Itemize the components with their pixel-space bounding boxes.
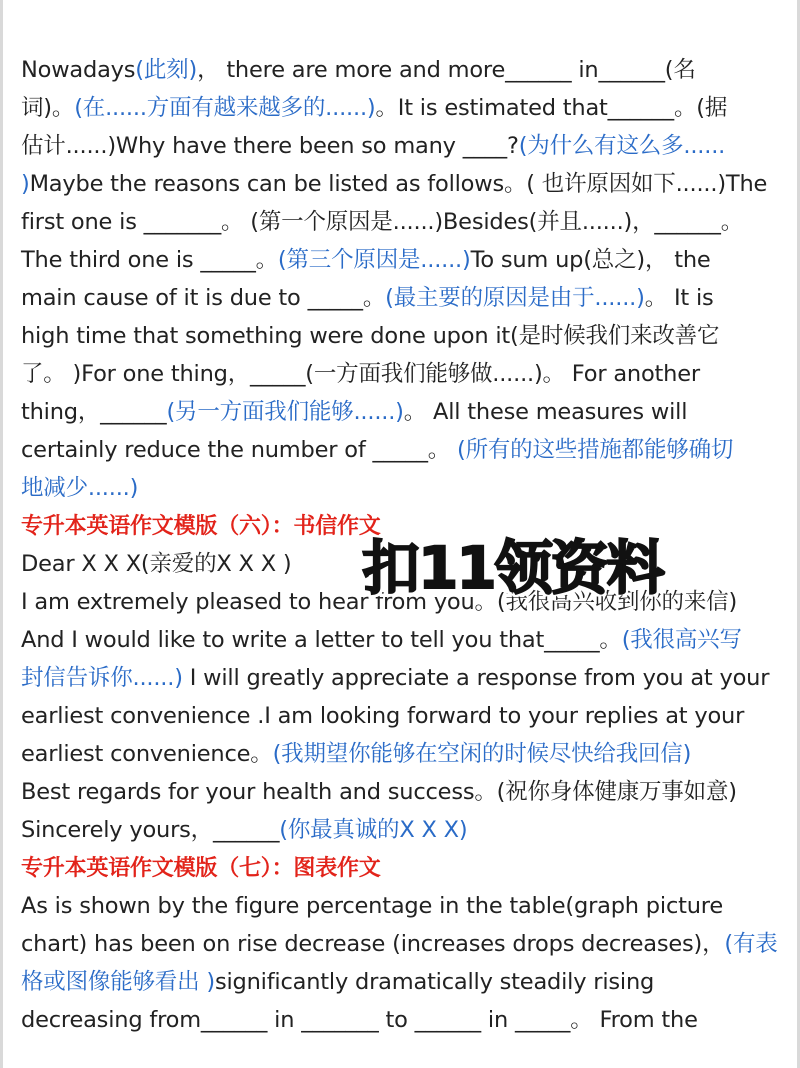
text-line — [21, 811, 781, 849]
translation-note: (另一方面我们能够......) — [166, 399, 404, 425]
text-line — [21, 127, 781, 165]
text-line — [21, 393, 781, 431]
text-line — [21, 697, 781, 735]
text-segment: To sum up(总之)， the — [470, 247, 711, 273]
text-segment: thing，______ — [21, 399, 167, 425]
text-segment: 词)。 — [21, 95, 75, 121]
translation-note: 地减少......) — [21, 475, 139, 501]
text-line — [21, 317, 781, 355]
text-segment: chart) has been on rise decrease (increases drops decreases)， — [21, 931, 725, 957]
text-segment: high time that something were done upon it(是时候我们来改善它 — [21, 323, 720, 349]
translation-note: 封信告诉你......) — [21, 665, 183, 691]
text-segment: main cause of it is due to _____。 — [21, 285, 386, 311]
translation-note: (在......方面有越来越多的......) — [74, 95, 376, 121]
translation-note: (所有的这些措施都能够确切 — [457, 437, 734, 463]
text-segment: Maybe the reasons can be listed as follows。( 也许原因如下......)The — [29, 171, 768, 197]
text-segment: Nowadays — [21, 57, 136, 83]
text-segment: certainly reduce the number of _____。 — [21, 437, 457, 463]
text-segment: earliest convenience .I am looking forward to your replies at your — [21, 703, 745, 729]
text-segment: As is shown by the figure percentage in the table(graph picture — [21, 893, 723, 919]
text-segment: The third one is _____。 — [21, 247, 278, 273]
text-segment: first one is _______。 (第一个原因是......)Besides(并且......)，______。 — [21, 209, 744, 235]
text-segment: significantly dramatically steadily rising — [214, 969, 655, 995]
text-line — [21, 355, 781, 393]
text-line — [21, 279, 781, 317]
text-segment: 。It is estimated that______。(据 — [375, 95, 728, 121]
page-edge-left — [0, 0, 3, 1068]
translation-note: (我期望你能够在空闲的时候尽快给我回信) — [272, 741, 692, 767]
translation-note: (最主要的原因是由于......) — [385, 285, 645, 311]
translation-note: (为什么有这么多...... — [518, 133, 726, 159]
text-line — [21, 773, 781, 811]
text-line — [21, 89, 781, 127]
section-heading — [21, 849, 781, 887]
heading-text: 专升本英语作文模版（七）：图表作文 — [21, 856, 381, 881]
text-segment: decreasing from______ in _______ to ______ in _____。 From the — [21, 1007, 698, 1033]
text-segment: 了。 )For one thing，_____(一方面我们能够做......)。 For another — [21, 361, 700, 387]
translation-note: (有表 — [724, 931, 778, 957]
text-line — [21, 963, 781, 1001]
text-line — [21, 887, 781, 925]
translation-note: (此刻) — [135, 57, 198, 83]
text-line — [21, 925, 781, 963]
text-line — [21, 431, 781, 469]
text-line — [21, 1001, 781, 1039]
text-line — [21, 659, 781, 697]
text-segment: 估计......)Why have there been so many ____? — [21, 133, 519, 159]
heading-text: 专升本英语作文模版（六）：书信作文 — [21, 514, 381, 539]
text-line — [21, 621, 781, 659]
text-segment: ， there are more and more______ in______(名 — [197, 57, 696, 83]
translation-note: 格或图像能够看出 ) — [21, 969, 215, 995]
text-segment: I will greatly appreciate a response from you at your — [182, 665, 770, 691]
text-segment: I am extremely pleased to hear from you。(我很高兴收到你的来信) — [21, 589, 738, 615]
text-line — [21, 203, 781, 241]
text-segment: And I would like to write a letter to tell you that_____。 — [21, 627, 622, 653]
text-segment: Dear X X X(亲爱的X X X ) — [21, 551, 292, 577]
text-segment: Sincerely yours，______ — [21, 817, 280, 843]
text-line — [21, 165, 781, 203]
text-line — [21, 51, 781, 89]
text-line — [21, 735, 781, 773]
text-line — [21, 241, 781, 279]
text-segment: Best regards for your health and success。(祝你身体健康万事如意) — [21, 779, 737, 805]
text-segment: earliest convenience。 — [21, 741, 273, 767]
watermark-overlay: 扣11领资料 — [362, 534, 663, 602]
text-line — [21, 469, 781, 507]
translation-note: (你最真诚的X X X) — [279, 817, 468, 843]
translation-note: ) — [21, 171, 30, 197]
text-segment: 。 All these measures will — [403, 399, 688, 425]
text-segment: 。 It is — [644, 285, 714, 311]
translation-note: (第三个原因是......) — [277, 247, 471, 273]
translation-note: (我很高兴写 — [621, 627, 742, 653]
